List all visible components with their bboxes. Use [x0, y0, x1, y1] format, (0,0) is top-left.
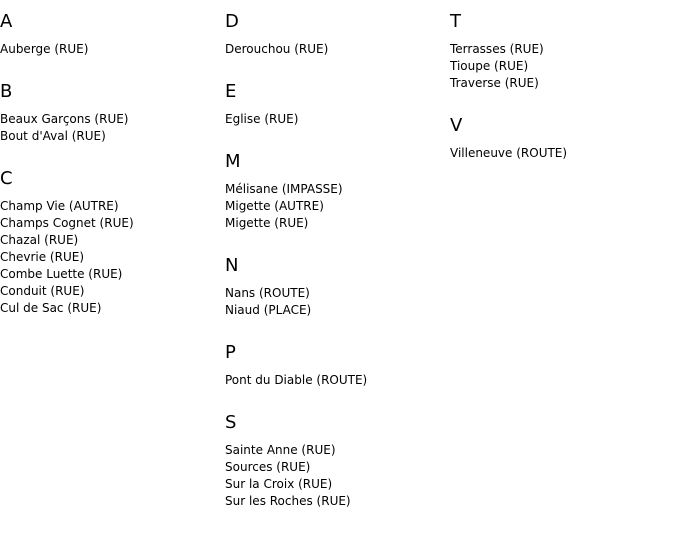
list-item[interactable] [450, 58, 675, 75]
letter-group-m [225, 151, 450, 232]
list-item[interactable] [225, 111, 450, 128]
street-link[interactable]: Nans (ROUTE) [225, 286, 310, 300]
list-item[interactable] [225, 198, 450, 215]
street-link[interactable]: Mélisane (IMPASSE) [225, 182, 343, 196]
list-item[interactable] [225, 181, 450, 198]
list-item[interactable] [0, 41, 225, 58]
list-item[interactable] [0, 198, 225, 215]
letter-heading: N [225, 255, 239, 276]
letter-heading: P [225, 342, 236, 363]
list-item[interactable] [0, 232, 225, 249]
list-item[interactable] [225, 476, 450, 493]
street-list [0, 41, 225, 58]
street-link[interactable]: Pont du Diable (ROUTE) [225, 373, 368, 387]
list-item[interactable] [0, 215, 225, 232]
street-list [225, 181, 450, 232]
letter-heading: A [0, 11, 13, 32]
street-link[interactable]: Champ Vie (AUTRE) [0, 199, 119, 213]
street-link[interactable]: Champs Cognet (RUE) [0, 216, 134, 230]
street-link[interactable]: Sainte Anne (RUE) [225, 443, 336, 457]
street-link[interactable]: Eglise (RUE) [225, 112, 299, 126]
list-item[interactable] [225, 302, 450, 319]
letter-group-a [0, 11, 225, 58]
street-link[interactable]: Chazal (RUE) [0, 233, 79, 247]
street-link[interactable]: Niaud (PLACE) [225, 303, 312, 317]
street-list [450, 41, 675, 92]
street-link[interactable]: Traverse (RUE) [450, 76, 539, 90]
list-item[interactable] [225, 372, 450, 389]
list-item[interactable] [0, 128, 225, 145]
list-item[interactable] [450, 41, 675, 58]
letter-heading: D [225, 11, 239, 32]
letter-group-n [225, 255, 450, 319]
list-item[interactable] [225, 215, 450, 232]
list-item[interactable] [225, 41, 450, 58]
letter-group-v [450, 115, 675, 162]
letter-heading: V [450, 115, 463, 136]
letter-group-e [225, 81, 450, 128]
list-item[interactable] [0, 283, 225, 300]
letter-group-t [450, 11, 675, 92]
street-link[interactable]: Sources (RUE) [225, 460, 311, 474]
street-list [225, 372, 450, 389]
list-item[interactable] [225, 493, 450, 510]
list-item[interactable] [225, 459, 450, 476]
street-list [225, 285, 450, 319]
letter-group-b [0, 81, 225, 145]
street-list [225, 41, 450, 58]
column-2 [225, 0, 450, 510]
street-link[interactable]: Bout d'Aval (RUE) [0, 129, 106, 143]
street-link[interactable]: Sur les Roches (RUE) [225, 494, 351, 508]
street-link[interactable]: Migette (AUTRE) [225, 199, 324, 213]
street-link[interactable]: Villeneuve (ROUTE) [450, 146, 568, 160]
letter-heading: C [0, 168, 13, 189]
letter-heading: S [225, 412, 237, 433]
street-list [450, 145, 675, 162]
letter-group-s [225, 412, 450, 510]
letter-group-p [225, 342, 450, 389]
street-link[interactable]: Auberge (RUE) [0, 42, 89, 56]
street-list [225, 111, 450, 128]
letter-group-d [225, 11, 450, 58]
list-item[interactable] [450, 75, 675, 92]
street-link[interactable]: Terrasses (RUE) [450, 42, 544, 56]
letter-heading: M [225, 151, 241, 172]
letter-heading: B [0, 81, 13, 102]
street-link[interactable]: Chevrie (RUE) [0, 250, 84, 264]
street-link[interactable]: Derouchou (RUE) [225, 42, 329, 56]
street-link[interactable]: Conduit (RUE) [0, 284, 85, 298]
column-3 [450, 0, 675, 162]
street-link[interactable]: Migette (RUE) [225, 216, 309, 230]
street-link[interactable]: Sur la Croix (RUE) [225, 477, 333, 491]
letter-group-c [0, 168, 225, 317]
list-item[interactable] [0, 300, 225, 317]
street-list [225, 442, 450, 510]
street-link[interactable]: Beaux Garçons (RUE) [0, 112, 129, 126]
list-item[interactable] [450, 145, 675, 162]
street-list [0, 198, 225, 317]
list-item[interactable] [225, 442, 450, 459]
street-list [0, 111, 225, 145]
street-link[interactable]: Cul de Sac (RUE) [0, 301, 102, 315]
street-link[interactable]: Tioupe (RUE) [450, 59, 529, 73]
column-1 [0, 0, 225, 317]
letter-heading: T [450, 11, 461, 32]
list-item[interactable] [0, 111, 225, 128]
letter-heading: E [225, 81, 237, 102]
list-item[interactable] [0, 249, 225, 266]
list-item[interactable] [0, 266, 225, 283]
list-item[interactable] [225, 285, 450, 302]
street-link[interactable]: Combe Luette (RUE) [0, 267, 123, 281]
